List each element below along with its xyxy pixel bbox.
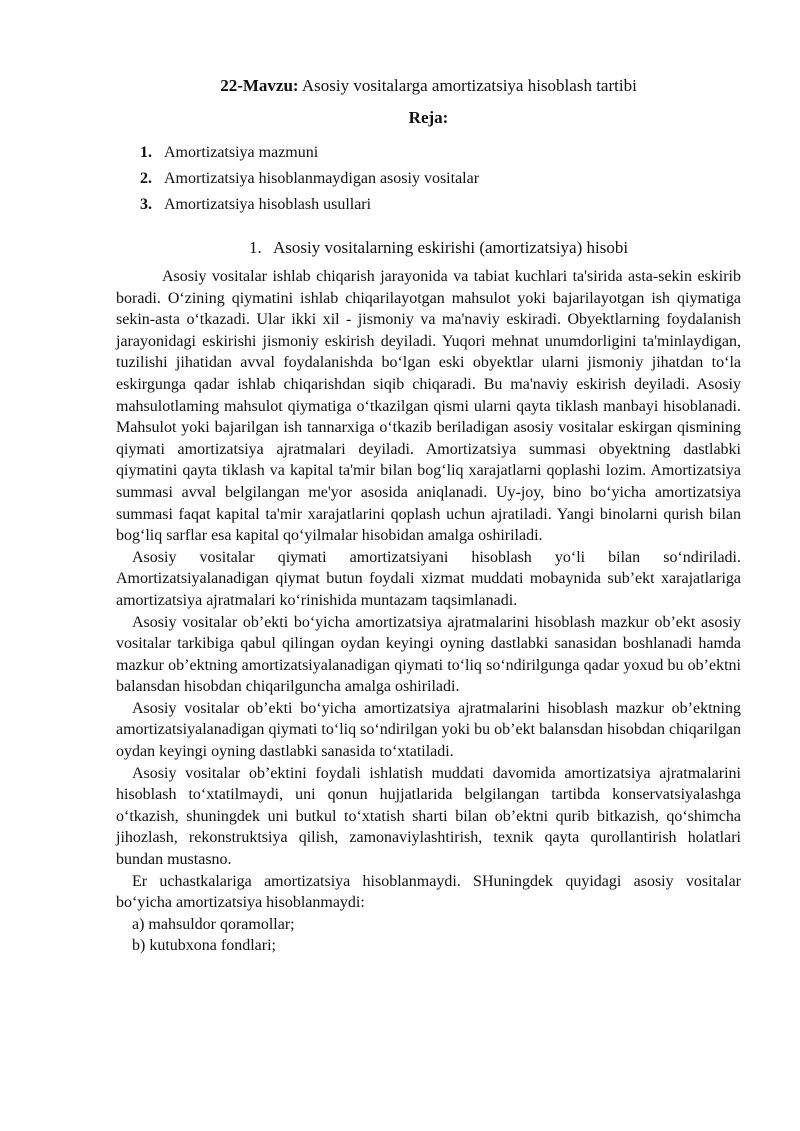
plan-item [116, 166, 741, 192]
plan-item [116, 192, 741, 218]
paragraph: Asosiy vositalar ob’ektini foydali ishlatish muddati davomida amortizatsiya ajratmalarini hisoblash to‘xtatilmaydi, uni qonun hujjatlarida belgilangan tartibda konservatsiyalashga o‘tkazish, shuningdek uni butkul to‘xtatish sharti bilan ob’ektni qurib bitkazish, qo‘shimcha jihozlash, rekonstruktsiya qilish, zamonaviylashtirish, texnik qayta qurollantirish holatlari bundan mustasno. [116, 764, 741, 869]
paragraph: Asosiy vositalar ob’ekti bo‘yicha amortizatsiya ajratmalarini hisoblash mazkur ob’ekt asosiy vositalar tarkibiga qabul qilingan oydan keyingi oyning dastlabki sanasidan boshlanadi hamda mazkur ob’ektning amortizatsiyalanadigan qiymati to‘liq so‘ndirilgunga qadar yoxud bu ob’ektni balansdan hisobdan chiqarilguncha amalga oshiriladi. [116, 613, 741, 696]
paragraph: Asosiy vositalar ishlab chiqarish jarayonida va tabiat kuchlari ta'sirida asta-sekin eskirib boradi. O‘zining qiymatini ishlab chiqarilayotgan mahsulot yoki bajarilayotgan ish qiymatiga sekin-asta o‘tkazadi. Ular ikki xil - jismoniy va ma'naviy eskiradi. Obyektlarning foydalanish jarayonidagi eskirishi jismoniy eskirish deyiladi. Yuqori mehnat unumdorligini ta'minlaydigan, tuzilishi jihatidan avval foydalanishda bo‘lgan eski obyektlar ularni jismoniy jihatdan to‘la eskirgunga qadar ishlab chiqarishdan siqib chiqaradi. Bu ma'naviy eskirish deyiladi. Asosiy mahsulotlaming mahsulot qiymatiga o‘tkazilgan qismi ularni qayta tiklash manbayi hisoblanadi. Mahsulot yoki bajarilgan ish tannarxiga o‘tkazib beriladigan asosiy vositalar eskirgan qismining qiymati amortizatsiya ajratmalari deyiladi. Amortizatsiya summasi obyektning dastlabki qiymatini qayta tiklash va kapital ta'mir bilan bog‘liq xarajatlarni qoplashi lozim. Amortizatsiya summasi avval belgilangan me'yor asosida aniqlanadi. Uy-joy, bino bo‘yicha amortizatsiya summasi faqat kapital ta'mir xarajatlarini qoplash uchun ajratiladi. Yangi binolarni qurish bilan bog‘liq sarflar esa kapital qo‘yilmalar hisobidan amalga oshiriladi. [116, 268, 741, 545]
document-title [116, 74, 741, 98]
paragraph: Asosiy vositalar qiymati amortizatsiyani hisoblash yo‘li bilan so‘ndiriladi. Amortizatsiyalanadigan qiymat butun foydali xizmat muddati mobaynida sub’ekt xarajatlariga amortizatsiya ajratmalari ko‘rinishida muntazam taqsimlanadi. [116, 548, 741, 609]
plan-heading: Reja: [408, 108, 449, 127]
plan-item-label: Amortizatsiya hisoblash usullari [164, 196, 372, 213]
plan-list [116, 140, 741, 218]
section-number: 1. [248, 238, 262, 257]
plan-item-label: Amortizatsiya hisoblanmaydigan asosiy vositalar [164, 170, 480, 187]
plan-item-number: 3. [140, 196, 152, 213]
document-page [116, 74, 741, 957]
plan-item-number: 2. [140, 170, 152, 187]
section-heading [116, 236, 741, 260]
plan-item-number: 1. [140, 144, 152, 161]
title-text: Asosiy vositalarga amortizatsiya hisoblash tartibi [301, 76, 637, 95]
list-item: b) kutubxona fondlari; [132, 937, 276, 955]
section-title: Asosiy vositalarning eskirishi (amortizatsiya) hisobi [273, 238, 629, 257]
plan-item-label: Amortizatsiya mazmuni [164, 144, 319, 161]
title-prefix: 22-Mavzu: [220, 76, 299, 95]
paragraph: Er uchastkalariga amortizatsiya hisoblanmaydi. SHuningdek quyidagi asosiy vositalar bo‘yicha amortizatsiya hisoblanmaydi: [116, 872, 741, 912]
paragraph: Asosiy vositalar ob’ekti bo‘yicha amortizatsiya ajratmalarini hisoblash mazkur ob’ektning amortizatsiyalanadigan qiymati to‘liq so‘ndirilgan yoki bu ob’ekt balansdan hisobdan chiqarilgan oydan keyingi oyning dastlabki sanasida to‘xtatiladi. [116, 699, 741, 761]
list-item: a) mahsuldor qoramollar; [132, 915, 295, 933]
plan-item [116, 140, 741, 166]
